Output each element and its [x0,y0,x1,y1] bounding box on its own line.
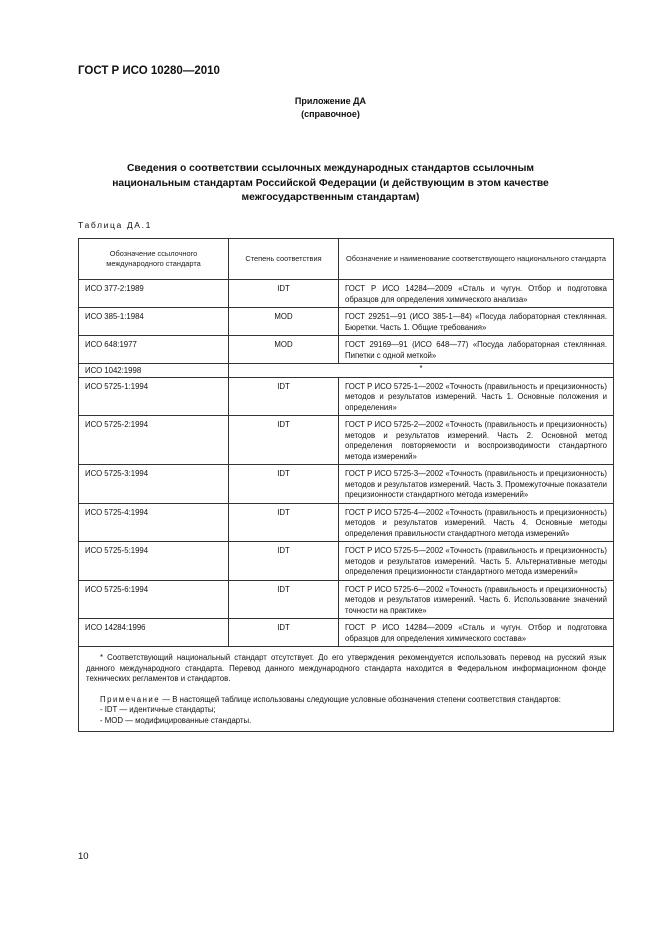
table-row [79,465,614,504]
table-row [79,619,614,647]
note-list-item: - MOD — модифицированные стандарты. [100,715,252,725]
table-row [79,542,614,581]
national-standard-cell: ГОСТ 29169—91 (ИСО 648—77) «Посуда лабораторная стеклянная. Пипетки с одной меткой» [339,336,614,364]
header-national-standard: Обозначение и наименование соответствующего национального стандарта [339,239,614,280]
document-code-header: ГОСТ Р ИСО 10280—2010 [78,65,220,77]
intl-standard-cell: ИСО 5725-1:1994 [79,377,229,416]
intl-standard-cell: ИСО 385-1:1984 [79,308,229,336]
intl-standard-cell: ИСО 5725-3:1994 [79,465,229,504]
degree-cell: IDT [229,465,339,504]
table-row [79,377,614,416]
degree-cell: IDT [229,580,339,619]
correspondence-table [78,238,614,732]
national-standard-cell: ГОСТ Р ИСО 14284—2009 «Сталь и чугун. Отбор и подготовка образцов для определения химического анализа» [339,280,614,308]
note-label: Примечание [100,694,161,704]
national-standard-cell: ГОСТ Р ИСО 5725-6—2002 «Точность (правильность и прецизионность) методов и результатов измерений. Часть 6. Использование значений точности на практике» [339,580,614,619]
table-row [79,580,614,619]
page-number: 10 [78,851,89,862]
degree-cell: IDT [229,416,339,465]
national-standard-cell: ГОСТ Р ИСО 5725-3—2002 «Точность (правильность и прецизионность) методов и результатов измерений. Часть 3. Промежуточные показатели прецизионности стандартного метода измерений» [339,465,614,504]
table-row [79,416,614,465]
annex-note: (справочное) [301,109,360,119]
note-text: — В настоящей таблице использованы следующие условные обозначения степени соответствия стандартов: [160,694,561,704]
annex-title: Приложение ДА [294,96,367,106]
intl-standard-cell: ИСО 377-2:1989 [79,280,229,308]
degree-cell: IDT [229,542,339,581]
table-row [79,308,614,336]
national-standard-cell: ГОСТ Р ИСО 5725-4—2002 «Точность (правильность и прецизионность) методов и результатов измерений. Часть 4. Основные методы определения правильности стандартного метода измерений» [339,503,614,542]
section-title [90,162,571,206]
degree-cell: IDT [229,619,339,647]
degree-cell: IDT [229,280,339,308]
national-standard-cell: * [229,364,614,378]
national-standard-cell: ГОСТ Р ИСО 5725-2—2002 «Точность (правильность и прецизионность) методов и результатов измерений. Часть 2. Основной метод определения повторяемости и воспроизводимости стандартного метода измерений» [339,416,614,465]
footnote: * Соответствующий национальный стандарт отсутствует. До его утверждения рекомендуется использовать перевод на русский язык данного международного стандарта. Перевод данного международного стандарта находится в Федеральном информационном фонде технических регламентов и стандартов. [86,653,606,683]
table-label: Таблица ДА.1 [78,220,153,230]
intl-standard-cell: ИСО 5725-4:1994 [79,503,229,542]
degree-cell: MOD [229,308,339,336]
intl-standard-cell: ИСО 5725-6:1994 [79,580,229,619]
note-paragraph [86,695,606,706]
national-standard-cell: ГОСТ Р ИСО 5725-5—2002 «Точность (правильность и прецизионность) методов и результатов измерений. Часть 5. Альтернативные методы определения прецизионности стандартного метода измерений» [339,542,614,581]
table-row [79,336,614,364]
table-row [79,280,614,308]
intl-standard-cell: ИСО 5725-2:1994 [79,416,229,465]
degree-cell: MOD [229,336,339,364]
national-standard-cell: ГОСТ 29251—91 (ИСО 385-1—84) «Посуда лабораторная стеклянная. Бюретки. Часть 1. Общие требования» [339,308,614,336]
table-notes [79,647,614,732]
note-list-item: - IDT — идентичные стандарты; [100,705,216,714]
intl-standard-cell: ИСО 5725-5:1994 [79,542,229,581]
degree-cell: IDT [229,503,339,542]
table-notes-row [79,647,614,732]
table-row [79,364,614,378]
degree-cell: IDT [229,377,339,416]
section-title-line: Сведения о соответствии ссылочных международных стандартов ссылочным [126,163,535,174]
table-row [79,503,614,542]
intl-standard-cell: ИСО 14284:1996 [79,619,229,647]
national-standard-cell: ГОСТ Р ИСО 5725-1—2002 «Точность (правильность и прецизионность) методов и результатов измерений. Часть 1. Основные положения и определения» [339,377,614,416]
national-standard-cell: ГОСТ Р ИСО 14284—2009 «Сталь и чугун. Отбор и подготовка образцов для определения химического состава» [339,619,614,647]
header-intl-standard: Обозначение ссылочного международного стандарта [79,239,229,280]
intl-standard-cell: ИСО 1042:1998 [79,364,229,378]
section-title-line: межгосударственным стандартам) [241,192,420,203]
section-title-line: национальным стандартам Российской Федерации (и действующим в этом качестве [112,177,549,189]
header-degree: Степень соответствия [229,239,339,280]
intl-standard-cell: ИСО 648:1977 [79,336,229,364]
